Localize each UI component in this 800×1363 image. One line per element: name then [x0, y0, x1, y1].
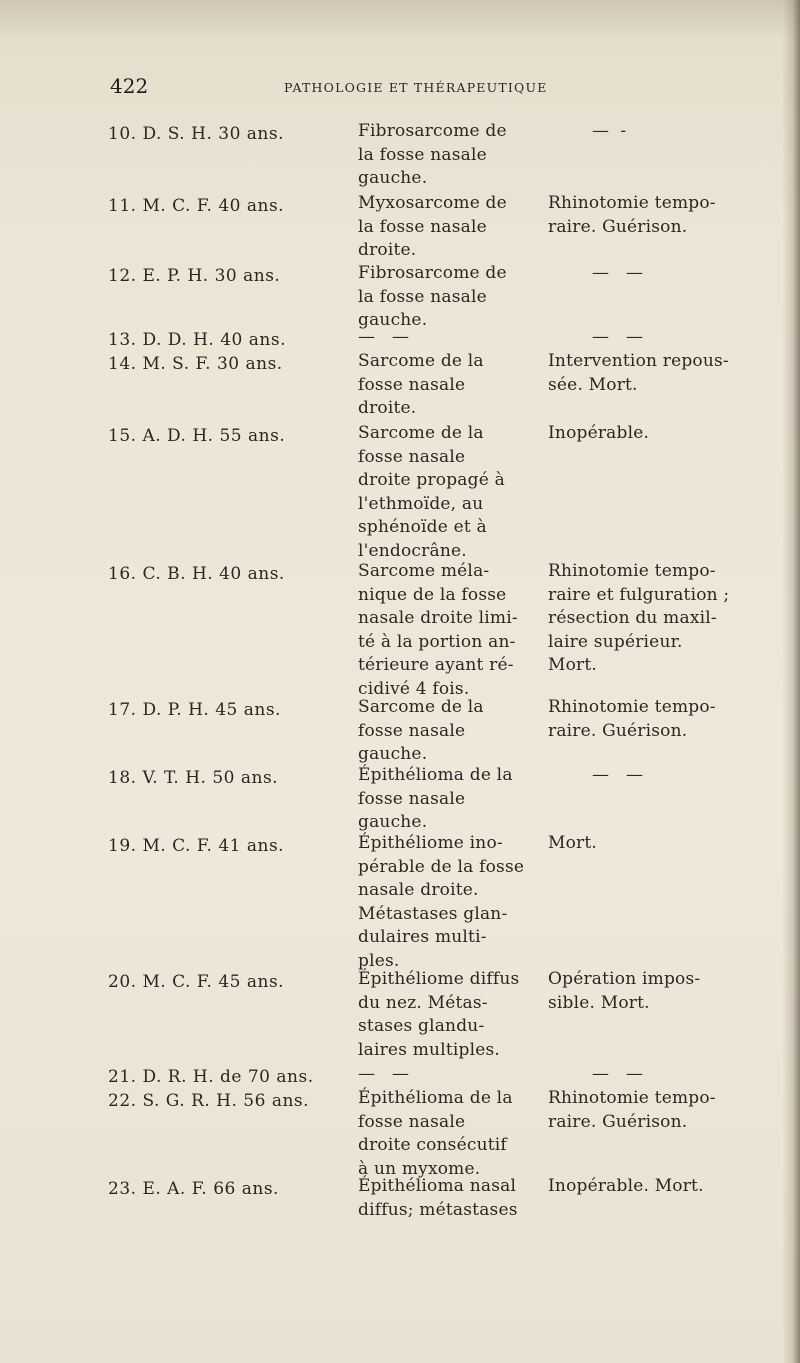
diagnosis-line: pérable de la fosse [358, 856, 525, 877]
diagnosis-cell [358, 1175, 528, 1222]
diagnosis-line: Sarcome méla- [358, 561, 490, 581]
diagnosis-line: la fosse nasale [358, 216, 487, 237]
result-line: — — [592, 327, 644, 347]
case-identifier: 13. D. D. H. 40 ans. [108, 330, 286, 350]
diagnosis-line: diffus; métastases [358, 1199, 518, 1220]
diagnosis-line: du nez. Métas- [358, 992, 488, 1013]
diagnosis-line: Myxosarcome de [358, 193, 507, 213]
diagnosis-line: stases glandu- [358, 1016, 485, 1037]
diagnosis-line: gauche. [358, 168, 428, 189]
diagnosis-line: — — [358, 327, 410, 347]
diagnosis-line: fosse nasale [358, 374, 466, 395]
diagnosis-cell [358, 192, 528, 263]
case-identifier: 15. A. D. H. 55 ans. [108, 426, 286, 446]
case-identifier: 18. V. T. H. 50 ans. [108, 768, 279, 788]
case-identifier: 22. S. G. R. H. 56 ans. [108, 1091, 310, 1111]
diagnosis-line: — — [358, 1064, 410, 1084]
page-shadow-top [0, 0, 800, 40]
diagnosis-cell [358, 764, 528, 835]
diagnosis-line: fosse nasale [358, 446, 466, 467]
diagnosis-line: nasale droite. [358, 880, 479, 901]
result-line: raire. Guérison. [548, 216, 688, 237]
result-cell [548, 422, 734, 446]
result-cell [548, 1175, 734, 1199]
result-line: Rhinotomie tempo- [548, 561, 716, 581]
result-line: Inopérable. [548, 423, 650, 443]
diagnosis-line: laires multiples. [358, 1039, 501, 1060]
page-header [0, 74, 800, 104]
diagnosis-line: à un myxome. [358, 1158, 481, 1179]
result-line: — — [592, 765, 644, 785]
diagnosis-line: sphénoïde et à [358, 517, 487, 538]
result-line: raire. Guérison. [548, 1111, 688, 1132]
case-identifier: 23. E. A. F. 66 ans. [108, 1179, 279, 1199]
diagnosis-line: gauche. [358, 744, 428, 765]
result-cell [548, 192, 734, 239]
result-cell [548, 696, 734, 743]
result-line: sible. Mort. [548, 992, 650, 1013]
diagnosis-line: droite. [358, 240, 417, 261]
diagnosis-cell [358, 120, 528, 191]
diagnosis-line: nique de la fosse [358, 584, 507, 605]
diagnosis-cell [358, 1087, 528, 1181]
result-line: Rhinotomie tempo- [548, 1088, 716, 1108]
diagnosis-cell [358, 326, 528, 350]
result-line: laire supérieur. [548, 631, 683, 652]
result-line: sée. Mort. [548, 374, 638, 395]
diagnosis-line: Métastases glan- [358, 903, 508, 924]
diagnosis-line: droite propagé à [358, 470, 505, 491]
diagnosis-line: fosse nasale [358, 1111, 466, 1132]
diagnosis-line: droite consécutif [358, 1135, 507, 1156]
diagnosis-cell [358, 968, 528, 1062]
diagnosis-line: dulaires multi- [358, 927, 487, 948]
result-cell [548, 326, 734, 350]
result-cell [548, 832, 734, 856]
diagnosis-cell [358, 696, 528, 767]
result-cell [548, 1087, 734, 1134]
result-line: Rhinotomie tempo- [548, 697, 716, 717]
diagnosis-line: Épithéliome diffus [358, 969, 520, 989]
result-cell [548, 560, 734, 678]
diagnosis-line: Épithéliome ino- [358, 833, 503, 853]
diagnosis-line: Sarcome de la [358, 423, 484, 443]
result-line: — - [592, 121, 627, 141]
diagnosis-line: gauche. [358, 310, 428, 331]
result-cell [548, 120, 734, 144]
case-identifier: 21. D. R. H. de 70 ans. [108, 1067, 314, 1087]
diagnosis-line: cidivé 4 fois. [358, 678, 470, 699]
result-line: raire. Guérison. [548, 720, 688, 741]
result-line: Opération impos- [548, 969, 701, 989]
result-cell [548, 262, 734, 286]
case-identifier: 14. M. S. F. 30 ans. [108, 354, 283, 374]
diagnosis-cell [358, 1063, 528, 1087]
diagnosis-line: la fosse nasale [358, 286, 487, 307]
result-line: Mort. [548, 833, 598, 853]
diagnosis-line: térieure ayant ré- [358, 655, 514, 676]
result-cell [548, 1063, 734, 1087]
diagnosis-cell [358, 350, 528, 421]
diagnosis-line: fosse nasale [358, 788, 466, 809]
result-line: Inopérable. Mort. [548, 1176, 704, 1196]
diagnosis-cell [358, 262, 528, 333]
case-identifier: 20. M. C. F. 45 ans. [108, 972, 285, 992]
case-identifier: 12. E. P. H. 30 ans. [108, 266, 281, 286]
result-line: — — [592, 263, 644, 283]
diagnosis-line: ples. [358, 950, 400, 971]
running-title: PATHOLOGIE ET THÉRAPEUTIQUE [284, 80, 548, 95]
diagnosis-line: nasale droite limi- [358, 608, 518, 629]
diagnosis-line: l'ethmoïde, au [358, 493, 484, 514]
result-line: Intervention repous- [548, 351, 729, 371]
case-identifier: 11. M. C. F. 40 ans. [108, 196, 285, 216]
diagnosis-line: Sarcome de la [358, 697, 484, 717]
diagnosis-line: la fosse nasale [358, 144, 487, 165]
diagnosis-line: gauche. [358, 812, 428, 833]
case-identifier: 17. D. P. H. 45 ans. [108, 700, 281, 720]
diagnosis-line: Épithélioma de la [358, 1088, 513, 1108]
diagnosis-line: l'endocrâne. [358, 540, 467, 561]
diagnosis-line: Épithélioma de la [358, 765, 513, 785]
diagnosis-line: fosse nasale [358, 720, 466, 741]
result-cell [548, 764, 734, 788]
diagnosis-line: Fibrosarcome de [358, 121, 507, 141]
result-line: raire et fulguration ; [548, 584, 730, 605]
case-identifier: 10. D. S. H. 30 ans. [108, 124, 284, 144]
result-line: résection du maxil- [548, 608, 717, 629]
diagnosis-line: Sarcome de la [358, 351, 484, 371]
result-line: Rhinotomie tempo- [548, 193, 716, 213]
result-line: Mort. [548, 655, 598, 676]
case-identifier: 19. M. C. F. 41 ans. [108, 836, 285, 856]
page-binding-shadow [782, 0, 800, 1363]
page-number: 422 [110, 74, 149, 98]
diagnosis-line: droite. [358, 398, 417, 419]
result-cell [548, 968, 734, 1015]
diagnosis-cell [358, 560, 528, 702]
diagnosis-cell [358, 422, 528, 564]
case-identifier: 16. C. B. H. 40 ans. [108, 564, 285, 584]
diagnosis-line: té à la portion an- [358, 631, 516, 652]
diagnosis-line: Épithélioma nasal [358, 1176, 517, 1196]
result-cell [548, 350, 734, 397]
result-line: — — [592, 1064, 644, 1084]
diagnosis-cell [358, 832, 528, 974]
diagnosis-line: Fibrosarcome de [358, 263, 507, 283]
